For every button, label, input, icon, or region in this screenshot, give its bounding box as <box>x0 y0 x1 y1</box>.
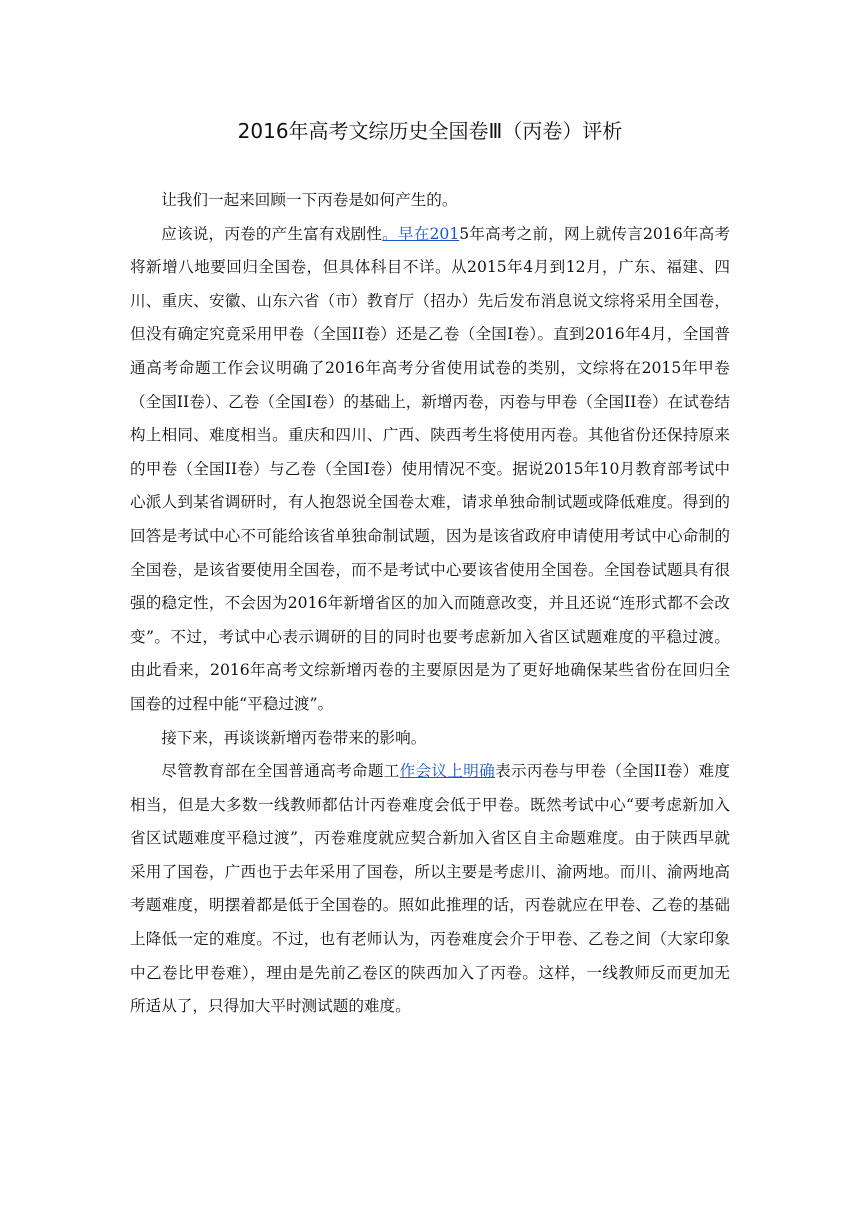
document-body <box>130 184 730 1024</box>
paragraph-origin <box>130 218 730 722</box>
paragraph-impact-text-b: 表示丙卷与甲卷（全国II卷）难度相当，但是大多数一线教师都估计丙卷难度会低于甲卷。既然考试中心“要考虑新加入省区试题难度平稳过渡”，丙卷难度就应契合新加入省区自主命题难度。由于陕西早就采用了国卷，广西也于去年采用了国卷，所以主要是考虑川、渝两地。而川、渝两地高考题难度，明摆着都是低于全国卷的。照如此推理的话，丙卷就应在甲卷、乙卷的基础上降低一定的难度。不过，也有老师认为，丙卷难度会介于甲卷、乙卷之间（大家印象中乙卷比甲卷难），理由是先前乙卷区的陕西加入了丙卷。这样，一线教师反而更加无所适从了，只得加大平时测试题的难度。 <box>130 762 730 1016</box>
paragraph-intro: 让我们一起来回顾一下丙卷是如何产生的。 <box>161 191 458 209</box>
paragraph-impact-text-a: 尽管教育部在全国普通高考命题工 <box>161 762 400 781</box>
paragraph-origin-text-b: 5年高考之前，网上就传言2016年高考将新增八地要回归全国卷，但具体科目不详。从2015年4月到12月，广东、福建、四川、重庆、安徽、山东六省（市）教育厅（招办）先后发布消息说文综将采用全国卷，但没有确定究竟采用甲卷（全国II卷）还是乙卷（全国I卷）。直到2016年4月，全国普通高考命题工作会议明确了2016年高考分省使用试卷的类别，文综将在2015年甲卷（全国II卷）、乙卷（全国I卷）的基础上，新增丙卷，丙卷与甲卷（全国II卷）在试卷结构上相同、难度相当。重庆和四川、广西、陕西考生将使用丙卷。其他省份还保持原来的甲卷（全国II卷）与乙卷（全国I卷）使用情况不变。据说2015年10月教育部考试中心派人到某省调研时，有人抱怨说全国卷太难，请求单独命制试题或降低难度。得到的回答是考试中心不可能给该省单独命制试题，因为是该省政府申请使用考试中心命制的全国卷，是该省要使用全国卷，而不是考试中心要该省使用全国卷。全国卷试题具有很强的稳定性，不会因为2016年新增省区的加入而随意改变，并且还说“连形式都不会改变”。不过，考试中心表示调研的目的同时也要考虑新加入省区试题难度的平稳过渡。由此看来，2016年高考文综新增丙卷的主要原因是为了更好地确保某些省份在回归全国卷的过程中能“平稳过渡”。 <box>130 224 730 713</box>
paragraph-transition: 接下来，再谈谈新增丙卷带来的影响。 <box>161 728 427 747</box>
inline-link[interactable]: 作会议上明确 <box>399 762 496 781</box>
document-title: 2016年高考文综历史全国卷Ⅲ（丙卷）评析 <box>237 119 623 143</box>
inline-link[interactable]: 。早在201 <box>382 224 460 243</box>
paragraph-origin-text-a: 应该说，丙卷的产生富有戏剧性 <box>161 224 383 243</box>
paragraph-impact <box>130 755 730 1024</box>
